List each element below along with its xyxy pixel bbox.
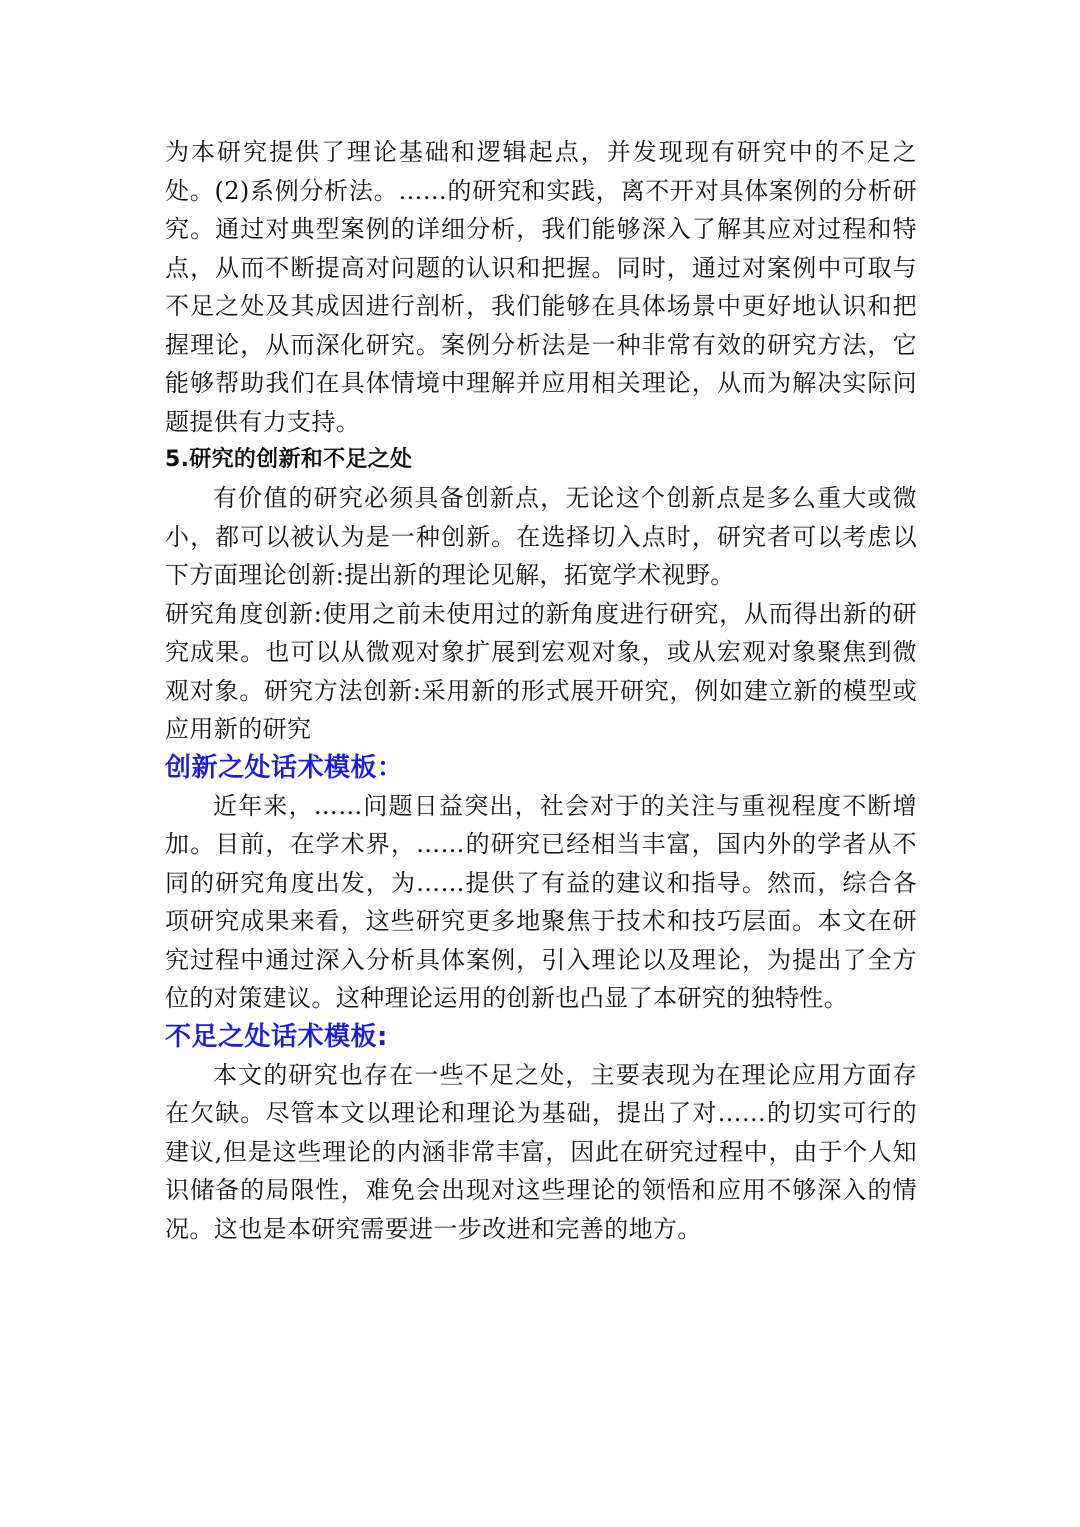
innovation-template-heading: 创新之处话术模板：: [165, 752, 404, 783]
deficiency-template-heading: 不足之处话术模板:: [165, 1021, 388, 1052]
section-5-paragraph: 有价值的研究必须具备创新点，无论这个创新点是多么重大或微小，都可以被认为是一种创新。在选择切入点时，研究者可以考虑以下方面理论创新:提出新的理论见解，拓宽学术视野。: [165, 484, 917, 589]
deficiency-template-paragraph: 本文的研究也存在一些不足之处，主要表现为在理论应用方面存在欠缺。尽管本文以理论和理论为基础，提出了对……的切实可行的建议,但是这些理论的内涵非常丰富，因此在研究过程中，由于个人知识储备的局限性，难免会出现对这些理论的领悟和应用不够深入的情况。这也是本研究需要进一步改进和完善的地方。: [165, 1060, 917, 1243]
intro-paragraph: 为本研究提供了理论基础和逻辑起点，并发现现有研究中的不足之处。(2)系例分析法。……的研究和实践，离不开对具体案例的分析研究。通过对典型案例的详细分析，我们能够深入了解其应对过程和特点，从而不断提高对问题的认识和把握。同时，通过对案例中可取与不足之处及其成因进行剖析，我们能够在具体场景中更好地认识和把握理论，从而深化研究。案例分析法是一种非常有效的研究方法，它能够帮助我们在具体情境中理解并应用相关理论，从而为解决实际问题提供有力支持。: [165, 138, 917, 436]
innovation-template-paragraph: 近年来，……问题日益突出，社会对于的关注与重视程度不断增加。目前，在学术界，……的研究已经相当丰富，国内外的学者从不同的研究角度出发，为……提供了有益的建议和指导。然而，综合各项研究成果来看，这些研究更多地聚焦于技术和技巧层面。本文在研究过程中通过深入分析具体案例，引入理论以及理论，为提出了全方位的对策建议。这种理论运用的创新也凸显了本研究的独特性。: [165, 791, 917, 1012]
research-angle-paragraph: 研究角度创新:使用之前未使用过的新角度进行研究，从而得出新的研究成果。也可以从微观对象扩展到宏观对象，或从宏观对象聚焦到微观对象。研究方法创新:采用新的形式展开研究，例如建立新的模型或应用新的研究: [165, 599, 917, 743]
document-body: [165, 133, 917, 1248]
section-5-heading: 5.研究的创新和不足之处: [165, 447, 413, 472]
